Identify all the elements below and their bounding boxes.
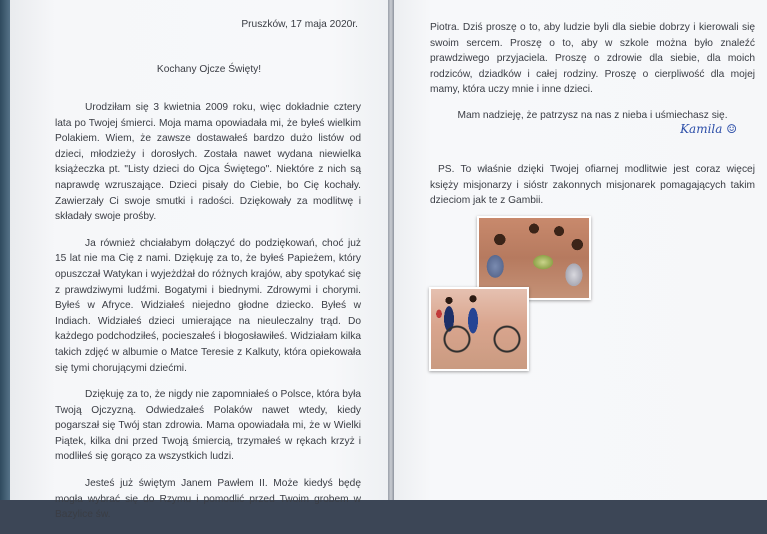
background-edge [0,0,10,500]
postscript [430,162,755,209]
paragraph-1: Urodziłam się 3 kwietnia 2009 roku, więc dokładnie cztery lata po Twojej śmierci. Moja mama opowiadała mi, że byłeś wielkim Polakiem. Wiem, że zawsze dostawałeś bardzo dużo listów od dzieci, młodzieży i dorosłych. Została nawet wydana niewielka książeczka pt. "Listy dzieci do Ojca Świętego". Niektóre z nich są naprawdę wzruszające. Dzieci pisały do Ciebie, bo Cię kochały. Zawierzały Ci swoje smutki i radości. Dziękowały za modlitwę i składały swoje prośby. [55,102,361,223]
letter-salutation: Kochany Ojcze Święty! [156,64,262,75]
paragraph-4: Jesteś już świętym Janem Pawłem II. Może kiedyś będę mogła wybrać się do Rzymu i pomodlić przed Twoim grobem w Bazylice św. [55,478,361,521]
letter-body-left [55,100,361,534]
letter-date: Pruszków, 17 maja 2020r. [241,19,358,30]
paragraph-2: Ja również chciałabym dołączyć do podziękowań, choć już 15 lat nie ma Cię z nami. Dziękuję za to, że byłeś Papieżem, który opuszczał Watykan i wyjeżdżał do różnych krajów, aby spotykać się z prawdziwymi ludźmi. Bogatymi i biednymi. Zdrowymi i chorymi. Byłeś w Afryce. Widziałeś niejedno głodne dziecko. Byłeś w Indiach. Widziałeś dzieci umierające na nieuleczalny trąd. Do każdego podchodziłeś, pocieszałeś i błogosławiłeś. Widziałam kilka takich zdjęć w albumie o Matce Teresie z Kalkuty, która opiekowała się tymi chorującymi dziećmi. [55,237,361,374]
photo-children-bicycle [429,287,529,371]
signature: Kamila ☺ [680,122,737,136]
paragraph-continuation: Piotra. Dziś proszę o to, aby ludzie byli dla siebie dobrzy i kierowali się swoim sercem. Proszę o to, aby w szkole można było znaleźć prawdziwego przyjaciela. Proszę o zdrowie dla siebie, dla moich rodziców, dziadków i całej rodziny. Proszę o cierpliwość dla mojej mamy, która uczy mnie i inne dzieci. [430,22,755,96]
paragraph-3: Dziękuję za to, że nigdy nie zapomniałeś o Polsce, która była Twoją Ojczyzną. Odwiedzałeś Polaków nawet wtedy, kiedy pogarszał się Twój stan zdrowia. Mama opowiadała mi, że w Wielki Piątek, kilka dni przed Twoją śmiercią, trzymałeś w rękach krzyż i modliłeś się gorąco za wszystkich ludzi. [55,389,361,463]
postscript-text: PS. To właśnie dzięki Twojej ofiarnej modlitwie jest coraz więcej księży misjonarzy i sióstr zakonnych misjonarek pomagających takim dzieciom jak te z Gambii. [430,164,755,207]
letter-body-right [430,20,755,134]
letter-left-page [10,0,388,521]
letter-right-page [394,0,767,500]
photo-frame [429,287,529,371]
letter-closing: Mam nadzieję, że patrzysz na nas z nieba i uśmiechasz się. [457,109,728,121]
